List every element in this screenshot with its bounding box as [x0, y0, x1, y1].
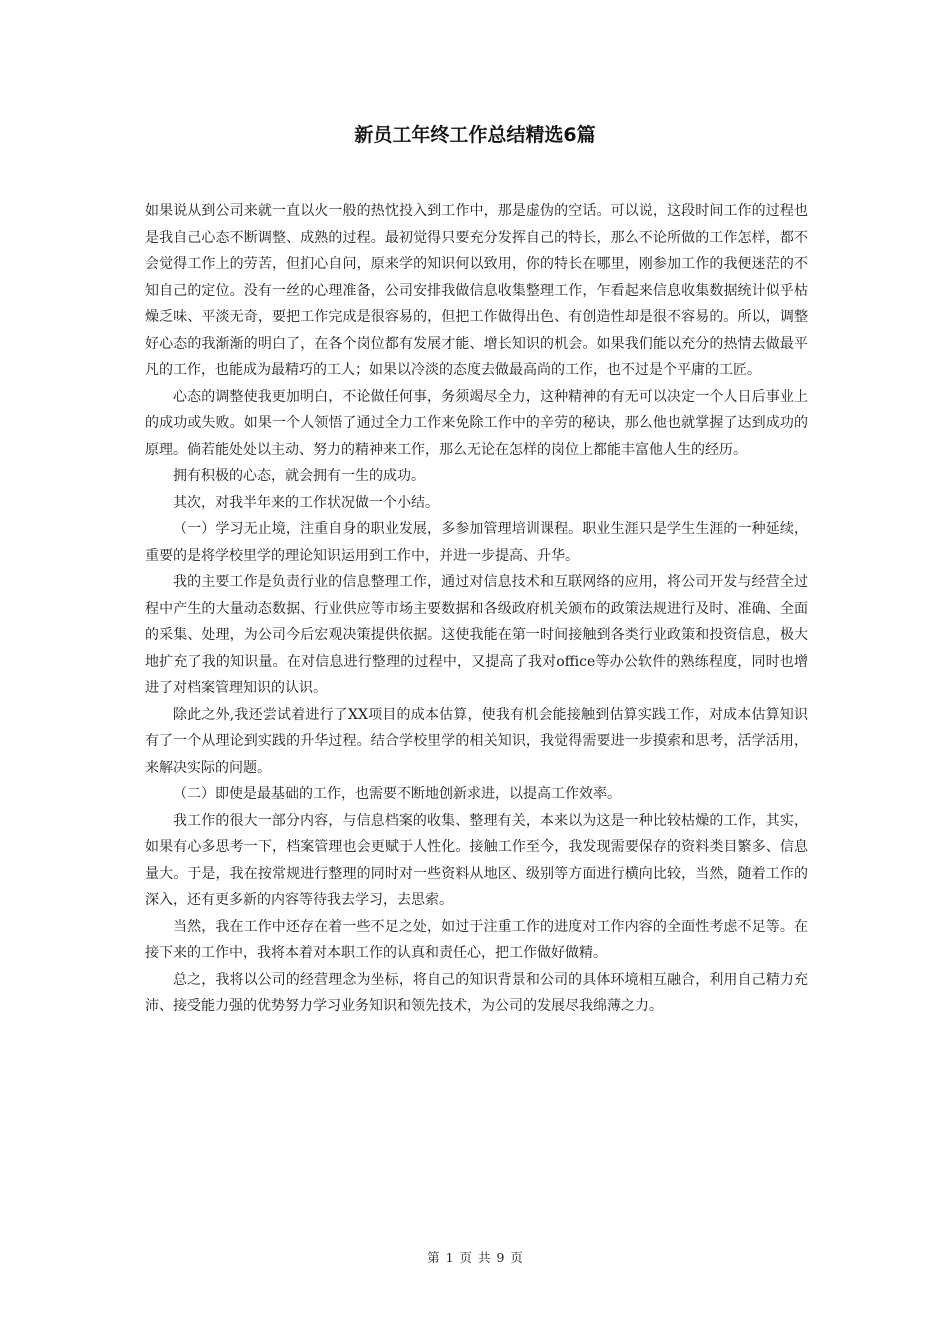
paragraph-11: 总之，我将以公司的经营理念为坐标，将自己的知识背景和公司的具体环境相互融合，利用自己精力充沛、接受能力强的优势努力学习业务知识和领先技术，为公司的发展尽我绵薄之力。: [145, 971, 808, 1014]
page-footer: 第 1 页 共 9 页: [427, 1250, 523, 1265]
paragraph-10: 当然，我在工作中还存在着一些不足之处，如过于注重工作的进度对工作内容的全面性考虑不足等。在接下来的工作中，我将本着对本职工作的认真和责任心，把工作做好做精。: [145, 918, 808, 961]
paragraph-8: （二）即使是最基础的工作，也需要不断地创新求进，以提高工作效率。: [173, 786, 621, 802]
document-title: 新员工年终工作总结精选6篇: [354, 124, 596, 146]
paragraph-1: 如果说从到公司来就一直以火一般的热忱投入到工作中，那是虚伪的空话。可以说，这段时间工作的过程也是我自己心态不断调整、成熟的过程。最初觉得只要充分发挥自己的特长，那么不论所做的工作怎样，都不会觉得工作上的劳苦，但扪心自问，原来学的知识何以致用，你的特长在哪里，刚参加工作的我便迷茫的不知自己的定位。没有一丝的心理准备，公司安排我做信息收集整理工作，乍看起来信息收集数据统计似乎枯燥乏味、平淡无奇，要把工作完成是很容易的，但把工作做得出色、有创造性却是很不容易的。所以，调整好心态的我渐渐的明白了，在各个岗位都有发展才能、增长知识的机会。如果我们能以充分的热情去做最平凡的工作，也能成为最精巧的工人；如果以冷淡的态度去做最高尚的工作，也不过是个平庸的工匠。: [145, 203, 808, 378]
document-body: [145, 198, 808, 1020]
paragraph-9: 我工作的很大一部分内容，与信息档案的收集、整理有关，本来以为这是一种比较枯燥的工作，其实，如果有心多思考一下，档案管理也会更赋于人性化。接触工作至今，我发现需要保存的资料类目繁多、信息量大。于是，我在按常规进行整理的同时对一些资料从地区、级别等方面进行横向比较，当然，随着工作的深入，还有更多新的内容等待我去学习，去思索。: [145, 812, 808, 908]
paragraph-3: 拥有积极的心态，就会拥有一生的成功。: [173, 468, 425, 484]
paragraph-7: 除此之外,我还尝试着进行了XX项目的成本估算，使我有机会能接触到估算实践工作，对成本估算知识有了一个从理论到实践的升华过程。结合学校里学的相关知识，我觉得需要进一步摸索和思考，活学活用，来解决实际的问题。: [145, 706, 808, 776]
paragraph-6: 我的主要工作是负责行业的信息整理工作，通过对信息技术和互联网络的应用，将公司开发与经营全过程中产生的大量动态数据、行业供应等市场主要数据和各级政府机关颁布的政策法规进行及时、准确、全面的采集、处理，为公司今后宏观决策提供依据。这使我能在第一时间接触到各类行业政策和投资信息，极大地扩充了我的知识量。在对信息进行整理的过程中，又提高了我对office等办公软件的熟练程度，同时也增进了对档案管理知识的认识。: [145, 574, 808, 696]
paragraph-5: （一）学习无止境，注重自身的职业发展，多参加管理培训课程。职业生涯只是学生生涯的一种延续，重要的是将学校里学的理论知识运用到工作中，并进一步提高、升华。: [145, 521, 808, 564]
paragraph-2: 心态的调整使我更加明白，不论做任何事，务须竭尽全力，这种精神的有无可以决定一个人日后事业上的成功或失败。如果一个人领悟了通过全力工作来免除工作中的辛劳的秘诀，那么他也就掌握了达到成功的原理。倘若能处处以主动、努力的精神来工作，那么无论在怎样的岗位上都能丰富他人生的经历。: [145, 388, 808, 458]
paragraph-4: 其次，对我半年来的工作状况做一个小结。: [173, 494, 439, 511]
